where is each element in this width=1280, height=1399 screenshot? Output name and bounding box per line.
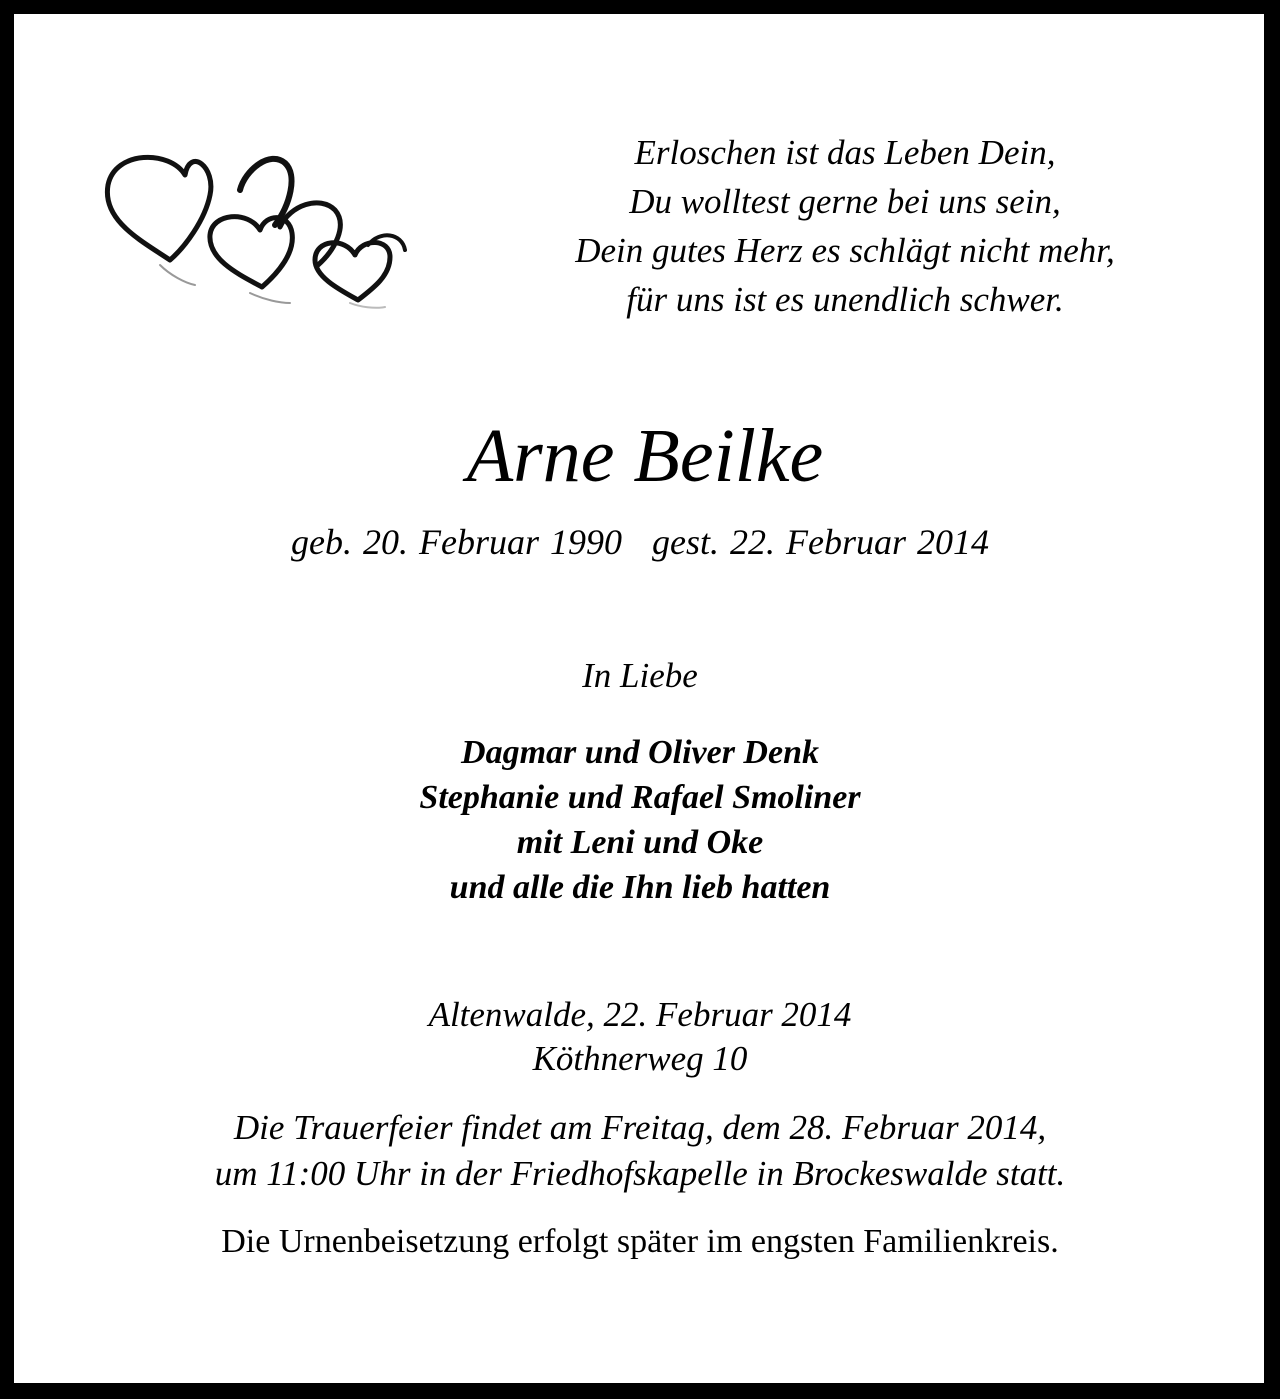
- poem: [520, 128, 1170, 324]
- birth-date: geb. 20. Februar 1990: [291, 522, 622, 562]
- family-list: [0, 730, 1280, 910]
- poem-line: für uns ist es unendlich schwer.: [626, 280, 1064, 319]
- family-line: Stephanie und Rafael Smoliner: [419, 779, 861, 816]
- urn-note: Die Urnenbeisetzung erfolgt später im engsten Familienkreis.: [221, 1223, 1059, 1260]
- ceremony-info: [0, 1105, 1280, 1197]
- poem-line: Du wolltest gerne bei uns sein,: [629, 182, 1061, 221]
- deceased-name: Arne Beilke: [466, 414, 824, 498]
- family-line: mit Leni und Oke: [516, 824, 764, 861]
- place-and-address: [0, 993, 1280, 1081]
- death-date: gest. 22. Februar 2014: [651, 522, 989, 562]
- life-dates: [0, 518, 1280, 566]
- in-love-heading: In Liebe: [582, 656, 698, 695]
- poem-line: Erloschen ist das Leben Dein,: [634, 133, 1056, 172]
- city-date: Altenwalde, 22. Februar 2014: [428, 995, 852, 1034]
- ceremony-line: um 11:00 Uhr in der Friedhofskapelle in Brockeswalde statt.: [214, 1154, 1066, 1193]
- street-address: Köthnerweg 10: [532, 1039, 748, 1078]
- family-line: Dagmar und Oliver Denk: [461, 734, 819, 771]
- three-hearts-icon: [90, 135, 420, 315]
- family-line: und alle die Ihn lieb hatten: [449, 869, 831, 906]
- poem-line: Dein gutes Herz es schlägt nicht mehr,: [575, 231, 1115, 270]
- ceremony-line: Die Trauerfeier findet am Freitag, dem 28. Februar 2014,: [233, 1108, 1047, 1147]
